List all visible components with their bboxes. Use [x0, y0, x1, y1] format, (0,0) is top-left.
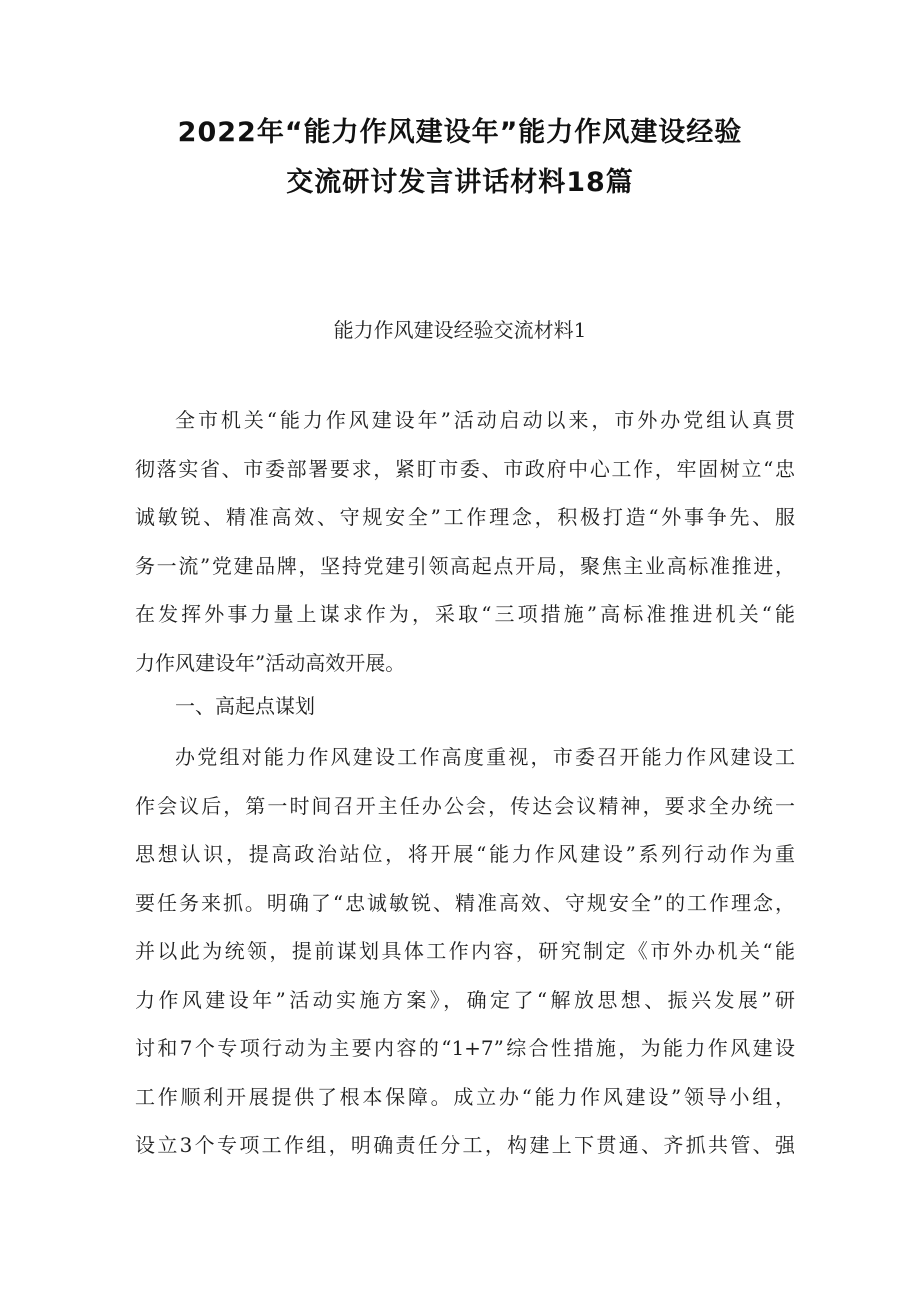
paragraph-line: 力作风建设年”活动高效开展。 — [135, 650, 406, 675]
paragraph-1 — [135, 396, 795, 687]
paragraph-line: 在发挥外事力量上谋求作为，采取“三项措施”高标准推进机关“能 — [135, 602, 795, 626]
document-title-line-2: 交流研讨发言讲话材料18篇 — [286, 167, 634, 198]
paragraph-line: 作会议后，第一时间召开主任办公会，传达会议精神，要求全办统一 — [135, 793, 795, 818]
section-heading: 能力作风建设经验交流材料1 — [333, 318, 587, 342]
paragraph-line: 思想认识，提高政治站位，将开展“能力作风建设”系列行动作为重 — [135, 842, 795, 866]
paragraph-2 — [135, 733, 795, 1170]
paragraph-line: 彻落实省、市委部署要求，紧盯市委、市政府中心工作，牢固树立“忠 — [135, 456, 795, 481]
paragraph-line: 力作风建设年”活动实施方案》，确定了“解放思想、振兴发展”研 — [135, 987, 795, 1012]
document-title-line-1: 2022年“能力作风建设年”能力作风建设经验 — [177, 117, 743, 148]
paragraph-line: 办党组对能力作风建设工作高度重视，市委召开能力作风建设工 — [175, 745, 795, 769]
paragraph-line: 设立3个专项工作组，明确责任分工，构建上下贯通、齐抓共管、强 — [135, 1133, 795, 1157]
subheading-1: 一、高起点谋划 — [175, 694, 315, 718]
paragraph-line: 讨和7个专项行动为主要内容的“1+7”综合性措施，为能力作风建设 — [135, 1036, 795, 1060]
paragraph-line: 工作顺利开展提供了根本保障。成立办“能力作风建设”领导小组， — [135, 1084, 795, 1109]
paragraph-line: 全市机关“能力作风建设年”活动启动以来，市外办党组认真贯 — [175, 408, 795, 432]
paragraph-line: 务一流”党建品牌，坚持党建引领高起点开局，聚焦主业高标准推进， — [135, 553, 795, 578]
paragraph-line: 要任务来抓。明确了“忠诚敏锐、精准高效、守规安全”的工作理念， — [135, 890, 795, 915]
paragraph-line: 并以此为统领，提前谋划具体工作内容，研究制定《市外办机关“能 — [135, 939, 795, 963]
paragraph-line: 诚敏锐、精准高效、守规安全”工作理念，积极打造“外事争先、服 — [135, 505, 795, 529]
